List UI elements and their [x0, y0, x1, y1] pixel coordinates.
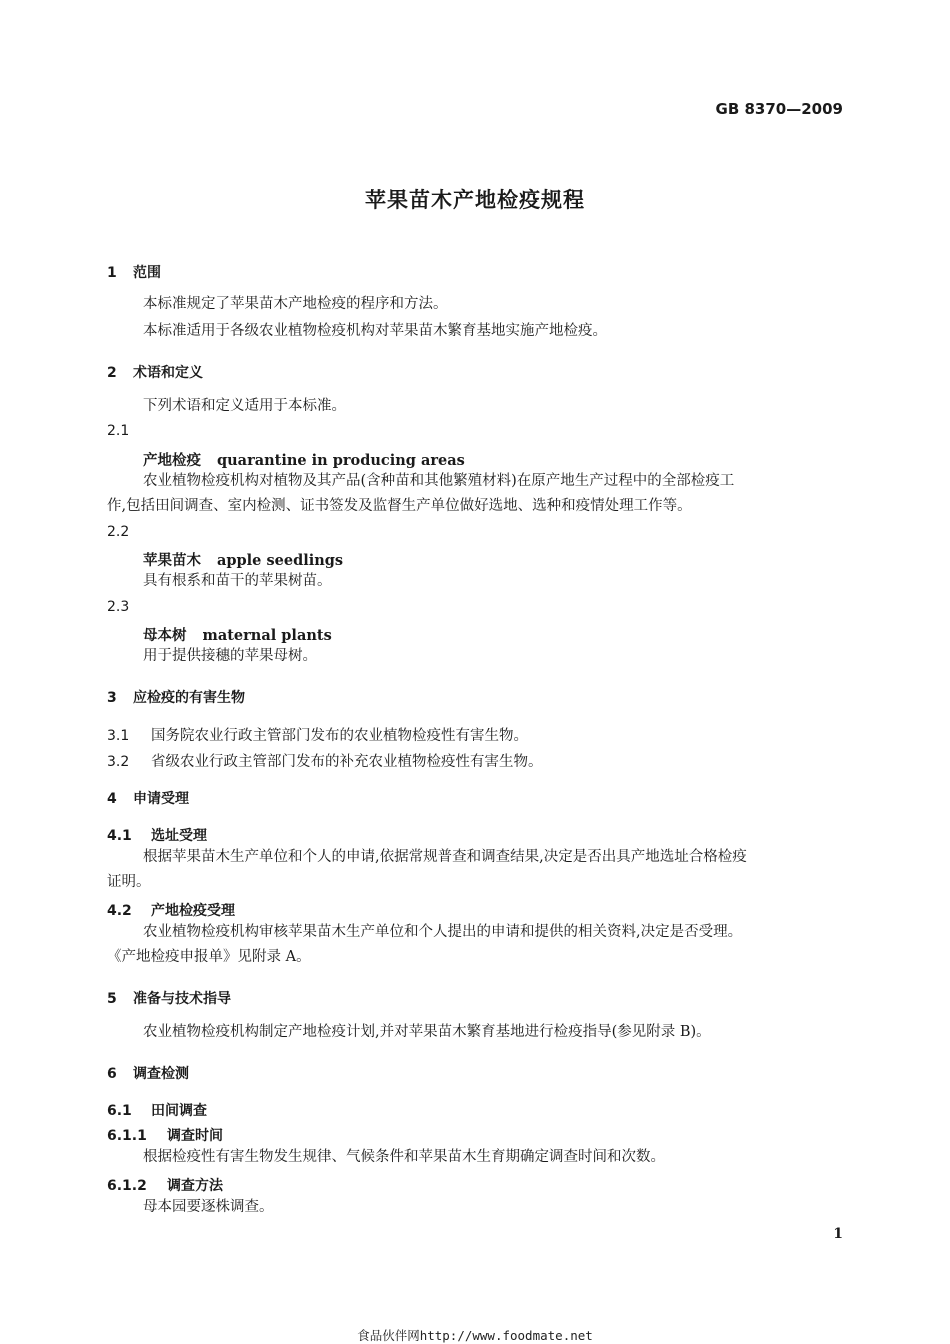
subsubsection-title: 调查时间: [167, 1128, 223, 1144]
subsection-heading: [107, 1100, 207, 1120]
term-heading: [143, 549, 343, 570]
term-heading: [143, 624, 332, 645]
subsubsection-heading: [107, 1175, 223, 1195]
definition-line: 具有根系和苗干的苹果树苗。: [143, 573, 332, 589]
clause: [107, 750, 543, 771]
term-en: apple seedlings: [217, 552, 344, 569]
subsection-number: 4.2: [107, 903, 132, 919]
subsection-title: 产地检疫受理: [151, 903, 235, 919]
subsubsection-heading: [107, 1125, 223, 1145]
section-title: 应检疫的有害生物: [133, 690, 245, 706]
term-cn: 产地检疫: [143, 452, 201, 469]
term-en: quarantine in producing areas: [217, 452, 465, 469]
subsubsection-number: 6.1.2: [107, 1178, 147, 1194]
clause-text: 省级农业行政主管部门发布的补充农业植物检疫性有害生物。: [151, 754, 543, 770]
footer-watermark: 食品伙伴网http://www.foodmate.net: [357, 1328, 593, 1343]
term-cn: 苹果苗木: [143, 552, 201, 569]
document-title: 苹果苗木产地检疫规程: [365, 188, 585, 212]
clause-number: 3.1: [107, 728, 130, 744]
section-number: 3: [107, 690, 117, 706]
section-number: 5: [107, 991, 117, 1007]
subsection-title: 选址受理: [151, 828, 207, 844]
section-title: 调查检测: [133, 1066, 189, 1082]
clause-number: 3.2: [107, 754, 130, 770]
section-1-heading: [107, 262, 161, 282]
section-6-heading: [107, 1063, 189, 1083]
paragraph-line: 《产地检疫申报单》见附录 A。: [107, 949, 311, 965]
section-2-heading: [107, 362, 203, 382]
paragraph-line: 农业植物检疫机构审核苹果苗木生产单位和个人提出的申请和提供的相关资料,决定是否受理。: [143, 924, 743, 940]
paragraph-line: 根据苹果苗木生产单位和个人的申请,依据常规普查和调查结果,决定是否出具产地选址合格检疫: [143, 849, 747, 865]
term-number: 2.2: [107, 524, 130, 540]
subsection-heading: [107, 900, 235, 920]
section-title: 准备与技术指导: [133, 991, 231, 1007]
subsubsection-number: 6.1.1: [107, 1128, 147, 1144]
clause: [107, 724, 528, 745]
definition-line: 农业植物检疫机构对植物及其产品(含种苗和其他繁殖材料)在原产地生产过程中的全部检疫工: [143, 473, 735, 489]
section-title: 范围: [133, 265, 161, 281]
term-cn: 母本树: [143, 627, 187, 644]
paragraph: 本标准规定了苹果苗木产地检疫的程序和方法。: [143, 296, 448, 312]
section-number: 2: [107, 365, 117, 381]
paragraph-line: 证明。: [107, 874, 151, 890]
clause-text: 国务院农业行政主管部门发布的农业植物检疫性有害生物。: [151, 728, 528, 744]
section-title: 术语和定义: [133, 365, 203, 381]
standard-code: GB 8370—2009: [715, 100, 843, 118]
section-title: 申请受理: [133, 791, 189, 807]
page-number: 1: [833, 1226, 843, 1242]
subsection-number: 4.1: [107, 828, 132, 844]
term-number: 2.1: [107, 423, 130, 439]
paragraph: 下列术语和定义适用于本标准。: [143, 398, 346, 414]
paragraph: 根据检疫性有害生物发生规律、气候条件和苹果苗木生育期确定调查时间和次数。: [143, 1149, 665, 1165]
definition-line: 用于提供接穗的苹果母树。: [143, 648, 317, 664]
section-number: 1: [107, 265, 117, 281]
paragraph: 母本园要逐株调查。: [143, 1199, 274, 1215]
term-heading: [143, 449, 465, 470]
paragraph: 本标准适用于各级农业植物检疫机构对苹果苗木繁育基地实施产地检疫。: [143, 323, 607, 339]
definition-line: 作,包括田间调查、室内检测、证书签发及监督生产单位做好选地、选种和疫情处理工作等。: [107, 498, 692, 514]
paragraph: 农业植物检疫机构制定产地检疫计划,并对苹果苗木繁育基地进行检疫指导(参见附录 B)。: [143, 1024, 711, 1040]
section-4-heading: [107, 788, 189, 808]
section-number: 6: [107, 1066, 117, 1082]
term-en: maternal plants: [202, 627, 332, 644]
section-number: 4: [107, 791, 117, 807]
subsection-heading: [107, 825, 207, 845]
term-number: 2.3: [107, 599, 130, 615]
subsubsection-title: 调查方法: [167, 1178, 223, 1194]
subsection-title: 田间调查: [151, 1103, 207, 1119]
section-3-heading: [107, 687, 245, 707]
subsection-number: 6.1: [107, 1103, 132, 1119]
section-5-heading: [107, 988, 231, 1008]
